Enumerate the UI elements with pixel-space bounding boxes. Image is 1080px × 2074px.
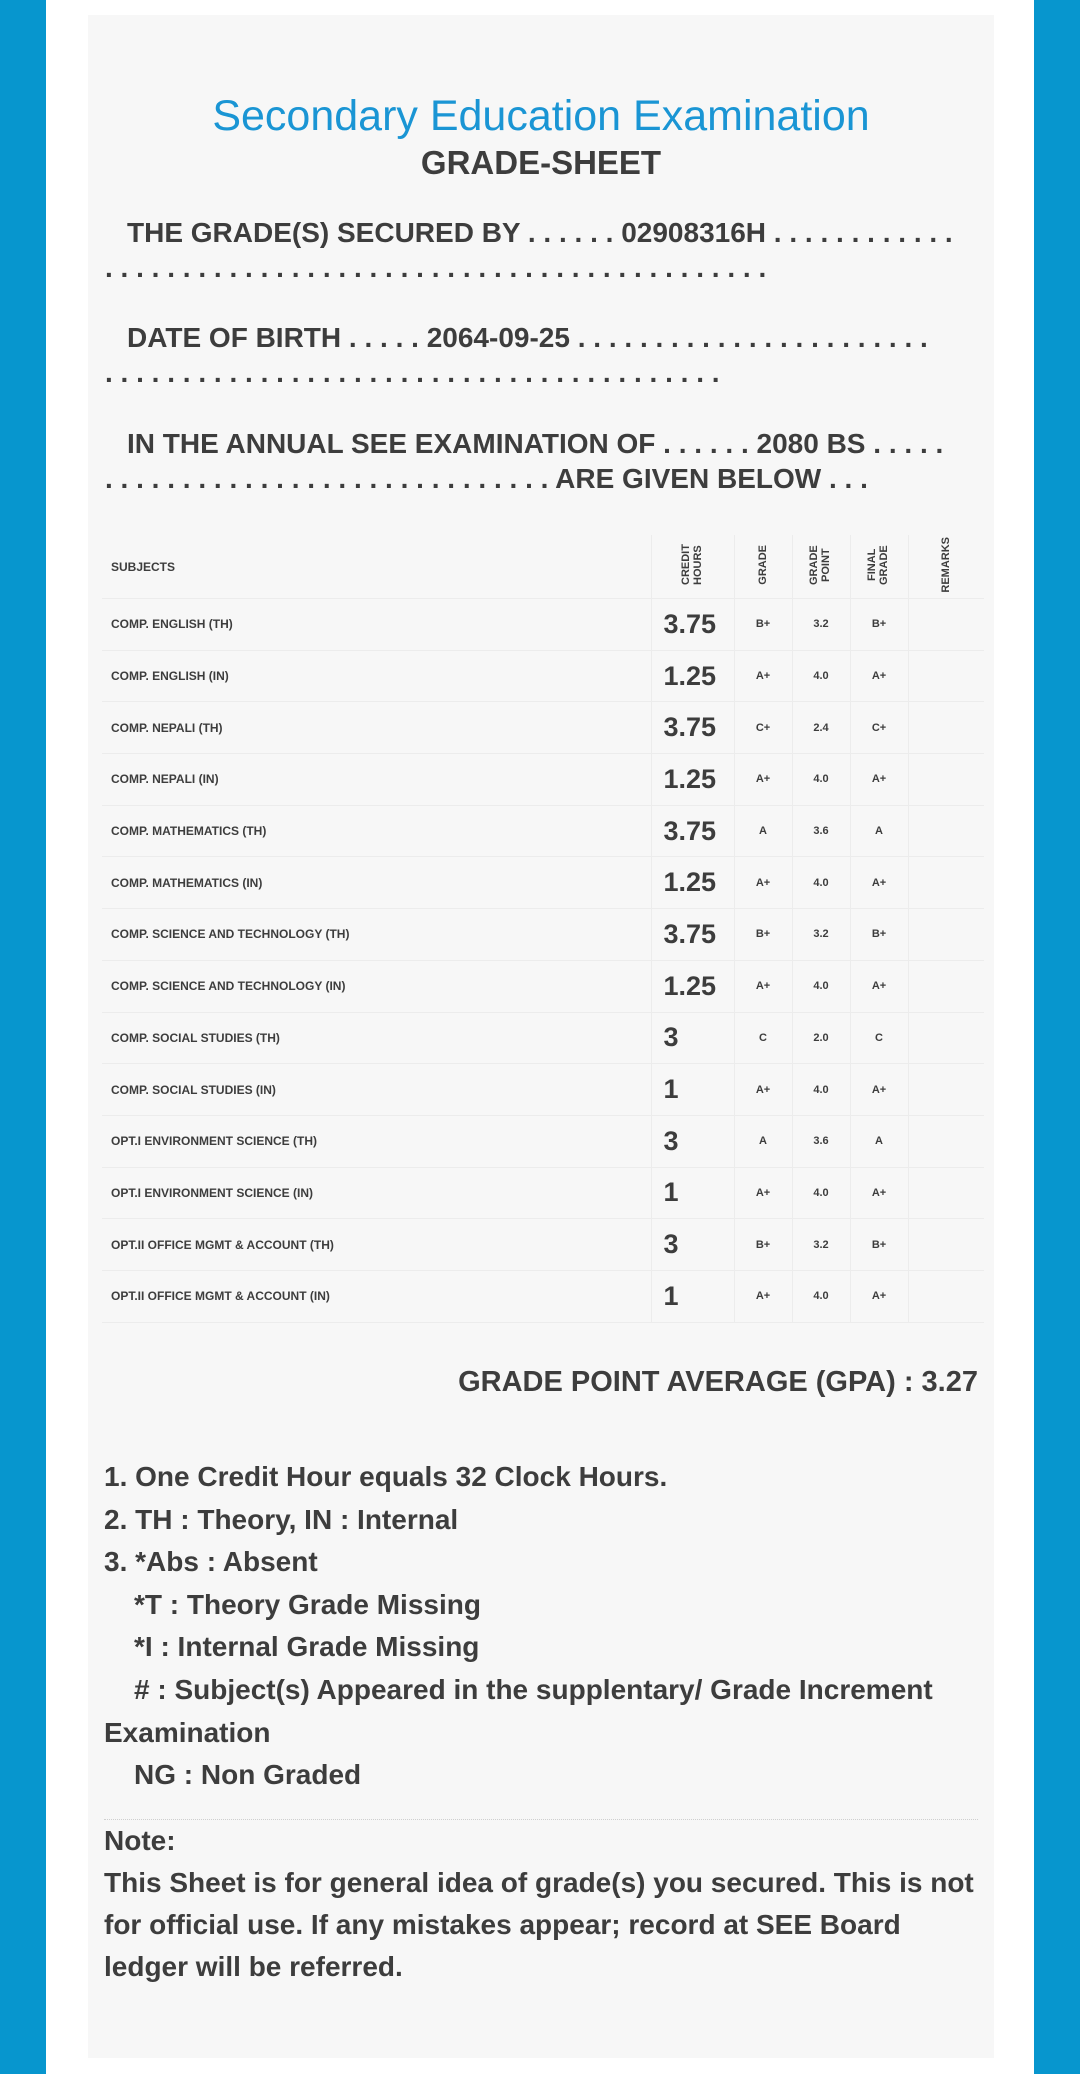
final-grade-cell: A+ — [850, 960, 908, 1012]
left-blue-border — [0, 0, 46, 2074]
final-grade-cell: A — [850, 1115, 908, 1167]
remarks-cell — [908, 1115, 984, 1167]
grade-point-cell: 4.0 — [792, 1167, 850, 1219]
legend-item: # : Subject(s) Appeared in the supplentary/ Grade Increment — [134, 1673, 933, 1705]
credit-hours-cell: 3 — [651, 1115, 734, 1167]
grade-point-cell: 2.4 — [792, 702, 850, 754]
grade-point-cell: 4.0 — [792, 960, 850, 1012]
remarks-cell — [908, 1064, 984, 1116]
subject-cell: COMP. NEPALI (TH) — [102, 702, 651, 754]
grade-point-cell: 4.0 — [792, 754, 850, 806]
secured-by-line: THE GRADE(S) SECURED BY . . . . . . 02908316H . . . . . . . . . . . . — [127, 217, 953, 248]
grade-cell: B+ — [734, 1219, 792, 1271]
exam-info — [105, 426, 985, 496]
final-grade-cell: B+ — [850, 1219, 908, 1271]
credit-hours-cell: 1 — [651, 1064, 734, 1116]
grade-point-cell: 3.2 — [792, 1219, 850, 1271]
subject-cell: COMP. MATHEMATICS (TH) — [102, 805, 651, 857]
remarks-cell — [908, 857, 984, 909]
legend-item: 1. One Credit Hour equals 32 Clock Hours. — [104, 1461, 668, 1492]
grade-cell: A+ — [734, 650, 792, 702]
subject-cell: OPT.II OFFICE MGMT & ACCOUNT (TH) — [102, 1219, 651, 1271]
header-remarks: REMARKS — [908, 535, 984, 599]
grade-cell: A+ — [734, 1270, 792, 1322]
remarks-cell — [908, 1270, 984, 1322]
credit-hours-cell: 1.25 — [651, 857, 734, 909]
credit-hours-cell: 3.75 — [651, 805, 734, 857]
remarks-cell — [908, 909, 984, 961]
grade-cell: A+ — [734, 960, 792, 1012]
credit-hours-cell: 1.25 — [651, 650, 734, 702]
legend — [104, 1456, 984, 1797]
remarks-cell — [908, 702, 984, 754]
credit-hours-cell: 3.75 — [651, 702, 734, 754]
table-row — [102, 650, 984, 702]
exam-given-below: . . . . . . . . . . . . . . . . . . . . . . . . . . . . . ARE GIVEN BELOW . . . — [105, 463, 868, 494]
final-grade-cell: A+ — [850, 754, 908, 806]
note-label: Note: — [104, 1825, 176, 1856]
remarks-cell — [908, 754, 984, 806]
final-grade-cell: A+ — [850, 650, 908, 702]
table-row — [102, 754, 984, 806]
header-grade: GRADE — [734, 535, 792, 599]
subject-cell: COMP. MATHEMATICS (IN) — [102, 857, 651, 909]
grade-sheet — [88, 15, 994, 2058]
subject-cell: COMP. SOCIAL STUDIES (IN) — [102, 1064, 651, 1116]
remarks-cell — [908, 1167, 984, 1219]
subject-cell: OPT.I ENVIRONMENT SCIENCE (IN) — [102, 1167, 651, 1219]
final-grade-cell: A+ — [850, 1064, 908, 1116]
table-row — [102, 599, 984, 651]
credit-hours-cell: 3.75 — [651, 599, 734, 651]
grade-cell: A+ — [734, 857, 792, 909]
credit-hours-cell: 1.25 — [651, 754, 734, 806]
table-row — [102, 1270, 984, 1322]
secured-by-dots: . . . . . . . . . . . . . . . . . . . . . . . . . . . . . . . . . . . . . . . . . . . — [105, 252, 767, 283]
table-row — [102, 857, 984, 909]
grade-cell: A — [734, 1115, 792, 1167]
credit-hours-cell: 3.75 — [651, 909, 734, 961]
legend-item: *T : Theory Grade Missing — [134, 1588, 481, 1620]
subject-cell: COMP. NEPALI (IN) — [102, 754, 651, 806]
grade-cell: C — [734, 1012, 792, 1064]
note-text: This Sheet is for general idea of grade(s) you secured. This is not for official use. If any mistakes appear; record at SEE Board ledger will be referred. — [104, 1867, 974, 1982]
legend-item: 3. *Abs : Absent — [104, 1546, 318, 1578]
subject-cell: COMP. ENGLISH (IN) — [102, 650, 651, 702]
legend-item: 2. TH : Theory, IN : Internal — [104, 1503, 459, 1535]
exam-title: Secondary Education Examination — [212, 92, 870, 140]
grade-point-cell: 4.0 — [792, 1064, 850, 1116]
grade-point-cell: 3.6 — [792, 1115, 850, 1167]
final-grade-cell: C+ — [850, 702, 908, 754]
final-grade-cell: B+ — [850, 909, 908, 961]
date-of-birth-dots: . . . . . . . . . . . . . . . . . . . . . . . . . . . . . . . . . . . . . . . . — [105, 357, 720, 388]
final-grade-cell: A+ — [850, 1167, 908, 1219]
grade-point-cell: 4.0 — [792, 857, 850, 909]
grade-point-cell: 3.2 — [792, 599, 850, 651]
header-subjects: SUBJECTS — [102, 535, 651, 599]
grade-cell: A+ — [734, 1064, 792, 1116]
subject-cell: OPT.II OFFICE MGMT & ACCOUNT (IN) — [102, 1270, 651, 1322]
credit-hours-cell: 1 — [651, 1270, 734, 1322]
grade-point-cell: 4.0 — [792, 1270, 850, 1322]
credit-hours-cell: 1.25 — [651, 960, 734, 1012]
remarks-cell — [908, 1219, 984, 1271]
sheet-title: GRADE-SHEET — [420, 144, 662, 181]
remarks-cell — [908, 1012, 984, 1064]
final-grade-cell: A+ — [850, 1270, 908, 1322]
header-grade-point: GRADE POINT — [792, 535, 850, 599]
legend-item: Examination — [104, 1716, 271, 1748]
subject-cell: COMP. SCIENCE AND TECHNOLOGY (IN) — [102, 960, 651, 1012]
subject-cell: COMP. SCIENCE AND TECHNOLOGY (TH) — [102, 909, 651, 961]
header-credit-hours: CREDIT HOURS — [651, 535, 734, 599]
table-row — [102, 1167, 984, 1219]
table-row — [102, 1115, 984, 1167]
table-row — [102, 805, 984, 857]
note — [104, 1820, 984, 1988]
grade-cell: C+ — [734, 702, 792, 754]
header-final-grade: FINAL GRADE — [850, 535, 908, 599]
table-row — [102, 702, 984, 754]
remarks-cell — [908, 805, 984, 857]
grades-table — [102, 535, 984, 1323]
grade-point-cell: 3.6 — [792, 805, 850, 857]
table-header-row — [102, 535, 984, 599]
subject-cell: COMP. ENGLISH (TH) — [102, 599, 651, 651]
grade-point-cell: 4.0 — [792, 650, 850, 702]
date-of-birth-info — [105, 320, 985, 390]
final-grade-cell: C — [850, 1012, 908, 1064]
table-row — [102, 909, 984, 961]
table-row — [102, 1012, 984, 1064]
final-grade-cell: B+ — [850, 599, 908, 651]
gpa-summary: GRADE POINT AVERAGE (GPA) : 3.27 — [458, 1366, 978, 1398]
credit-hours-cell: 3 — [651, 1219, 734, 1271]
table-row — [102, 1219, 984, 1271]
final-grade-cell: A — [850, 805, 908, 857]
final-grade-cell: A+ — [850, 857, 908, 909]
table-row — [102, 1064, 984, 1116]
legend-item: NG : Non Graded — [134, 1759, 362, 1791]
remarks-cell — [908, 960, 984, 1012]
grade-cell: B+ — [734, 599, 792, 651]
secured-by-info — [105, 215, 985, 285]
exam-line: IN THE ANNUAL SEE EXAMINATION OF . . . . . . 2080 BS . . . . . — [127, 428, 944, 459]
grade-point-cell: 3.2 — [792, 909, 850, 961]
credit-hours-cell: 1 — [651, 1167, 734, 1219]
subject-cell: OPT.I ENVIRONMENT SCIENCE (TH) — [102, 1115, 651, 1167]
remarks-cell — [908, 650, 984, 702]
legend-item: *I : Internal Grade Missing — [134, 1631, 480, 1663]
table-row — [102, 960, 984, 1012]
subject-cell: COMP. SOCIAL STUDIES (TH) — [102, 1012, 651, 1064]
grade-cell: A+ — [734, 1167, 792, 1219]
grade-cell: B+ — [734, 909, 792, 961]
date-of-birth-line: DATE OF BIRTH . . . . . 2064-09-25 . . . . . . . . . . . . . . . . . . . . . . . — [127, 322, 928, 353]
grade-point-cell: 2.0 — [792, 1012, 850, 1064]
right-blue-border — [1034, 0, 1080, 2074]
grade-cell: A — [734, 805, 792, 857]
credit-hours-cell: 3 — [651, 1012, 734, 1064]
remarks-cell — [908, 599, 984, 651]
grade-cell: A+ — [734, 754, 792, 806]
